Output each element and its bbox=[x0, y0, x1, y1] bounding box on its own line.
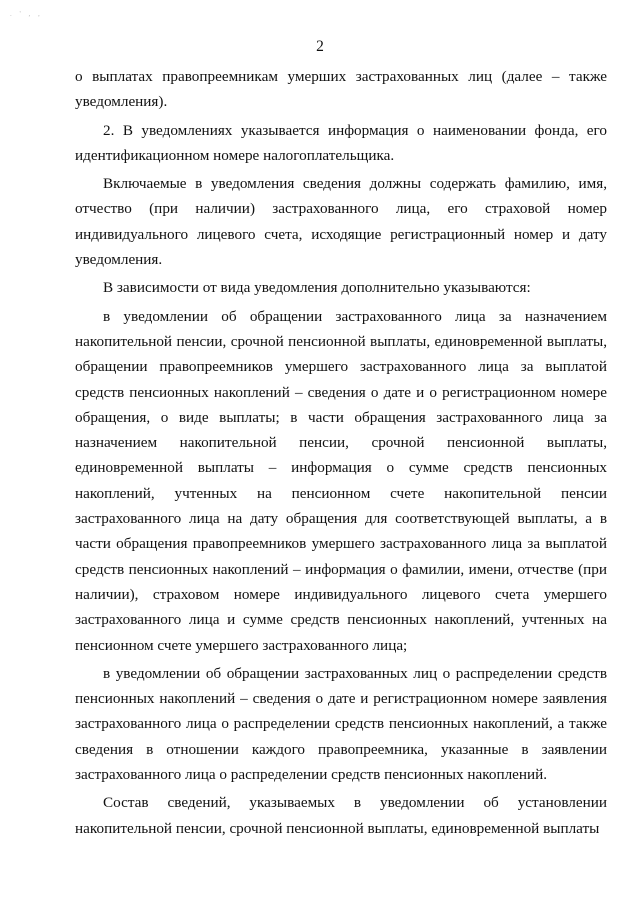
paragraph-distribution-notice: в уведомлении об обращении застрахованных лиц о распределении средств пенсионных накоплений – сведения о дате и регистрационном номере заявления застрахованного лица о распределении средств пенсионных накоплений, а также сведения в отношении каждого правопреемника, указанные в заявлении застрахованного лица о распределении средств пенсионных накоплений. bbox=[75, 664, 607, 784]
scan-artifact-marks: . ' , , bbox=[10, 10, 43, 18]
paragraph-item-2: 2. В уведомлениях указывается информация о наименовании фонда, его идентификационном номере налогоплательщика. bbox=[75, 121, 607, 164]
paragraph-included-info: Включаемые в уведомления сведения должны содержать фамилию, имя, отчество (при наличии) застрахованного лица, его страховой номер индивидуального лицевого счета, исходящие регистрационный номер и дату уведомления. bbox=[75, 175, 607, 269]
paragraph-continuation: о выплатах правопреемникам умерших застрахованных лиц (далее – также уведомления). bbox=[75, 68, 607, 111]
paragraph-composition: Состав сведений, указываемых в уведомлении об установлении накопительной пенсии, срочной пенсионной выплаты, единовременной выплаты bbox=[75, 794, 607, 837]
document-body bbox=[75, 64, 607, 841]
paragraph-additional-info-intro: В зависимости от вида уведомления дополнительно указываются: bbox=[103, 279, 531, 297]
page-number: 2 bbox=[316, 38, 324, 55]
paragraph-appeal-notice: в уведомлении об обращении застрахованного лица за назначением накопительной пенсии, срочной пенсионной выплаты, единовременной выплаты, обращении правопреемников умершего застрахованного лица за выплатой средств пенсионных накоплений – сведения о дате и о регистрационном номере обращения, о виде выплаты; в части обращения застрахованного лица за назначением накопительной пенсии, срочной пенсионной выплаты, единовременной выплаты – информация о сумме средств пенсионных накоплений, учтенных на пенсионном счете накопительной пенсии застрахованного лица на дату обращения для соответствующей выплаты, а в части обращения правопреемников умершего застрахованного лица за выплатой средств пенсионных накоплений – информация о фамилии, имени, отчестве (при наличии), страховом номере индивидуального лицевого счета умершего застрахованного лица и сумме средств пенсионных накоплений, учтенных на пенсионном счете умершего застрахованного лица; bbox=[75, 307, 607, 654]
